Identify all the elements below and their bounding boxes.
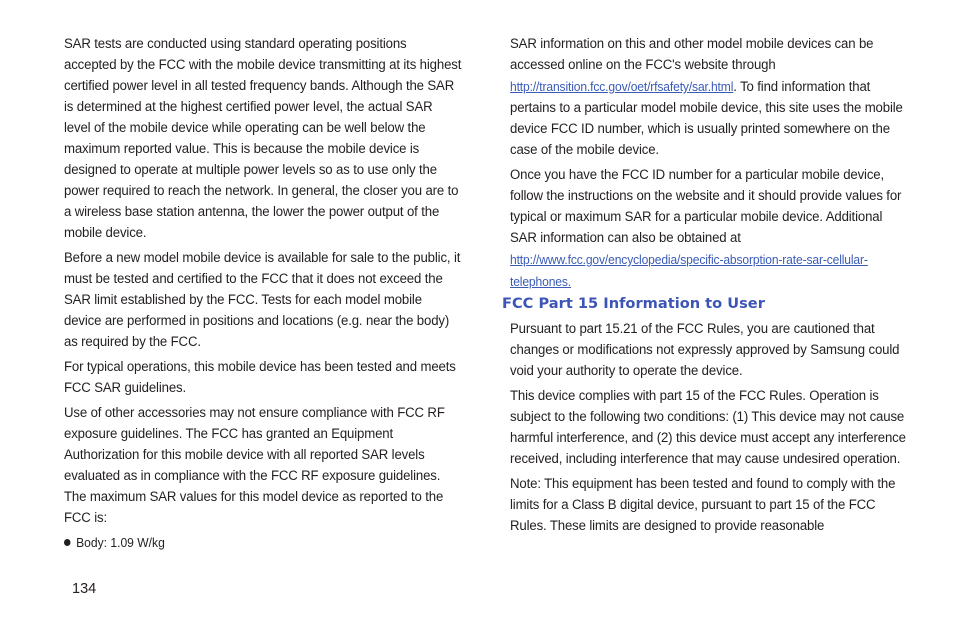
- left-column: [64, 34, 462, 533]
- bullet-icon: [64, 539, 71, 546]
- page-number: 134: [72, 581, 97, 597]
- fcc-sar-link[interactable]: http://transition.fcc.gov/oet/rfsafety/sar.html: [510, 79, 734, 94]
- right-column: [510, 34, 910, 297]
- sar-info-paragraph: [510, 34, 910, 161]
- fcc-encyclopedia-link[interactable]: http://www.fcc.gov/encyclopedia/specific-absorption-rate-sar-cellular-telephones.: [510, 252, 868, 289]
- fcc-id-paragraph: [510, 165, 910, 293]
- certification-paragraph: Before a new model mobile device is available for sale to the public, it must be tested and certified to the FCC that it does not exceed the SAR limit established by the FCC. Tests for each model mobile device are performed in positions and locations (e.g. near the body) as required by the FCC.: [64, 250, 461, 350]
- fcc-id-text: Once you have the FCC ID number for a particular mobile device, follow the instructions on the website and it should provide values for typical or maximum SAR for a particular mobile device. Additional SAR information can also be obtained at: [510, 167, 902, 246]
- sar-value-text: Body: 1.09 W/kg: [76, 535, 165, 550]
- typical-operations-paragraph: For typical operations, this mobile device has been tested and meets FCC SAR guidelines.: [64, 359, 456, 396]
- sar-info-text-continued: . To find information that pertains to a particular model mobile device, this site uses the mobile device FCC ID number, which is usually printed somewhere on the case of the mobile device.: [510, 79, 903, 158]
- sar-testing-paragraph: SAR tests are conducted using standard operating positions accepted by the FCC with the mobile device transmitting at its highest certified power level in all tested frequency bands. Although the SAR is determined at the highest certified power level, the actual SAR level of the mobile device while operating can be well below the maximum reported value. This is because the mobile device is designed to operate at multiple power levels so as to use only the power required to reach the network. In general, the closer you are to a wireless base station antenna, the lower the power output of the mobile device.: [64, 36, 462, 241]
- sar-value-bullet: [64, 533, 165, 553]
- section-heading: FCC Part 15 Information to User: [502, 295, 765, 312]
- part-15-21-paragraph: Pursuant to part 15.21 of the FCC Rules, you are cautioned that changes or modifications not expressly approved by Samsung could void your authority to operate the device.: [510, 321, 900, 379]
- right-column-lower: [510, 319, 910, 541]
- sar-info-text: SAR information on this and other model mobile devices can be accessed online on the FCC's website through: [510, 36, 874, 73]
- part-15-compliance-paragraph: This device complies with part 15 of the FCC Rules. Operation is subject to the following two conditions: (1) This device may not cause harmful interference, and (2) this device must accept any interference received, including interference that may cause undesired operation.: [510, 388, 906, 467]
- accessories-paragraph: Use of other accessories may not ensure compliance with FCC RF exposure guidelines. The FCC has granted an Equipment Authorization for this mobile device with all reported SAR levels evaluated as in compliance with the FCC RF exposure guidelines. The maximum SAR values for this model device as reported to the FCC is:: [64, 405, 445, 526]
- class-b-note-paragraph: Note: This equipment has been tested and found to comply with the limits for a Class B digital device, pursuant to part 15 of the FCC Rules. These limits are designed to provide reasonable: [510, 476, 896, 534]
